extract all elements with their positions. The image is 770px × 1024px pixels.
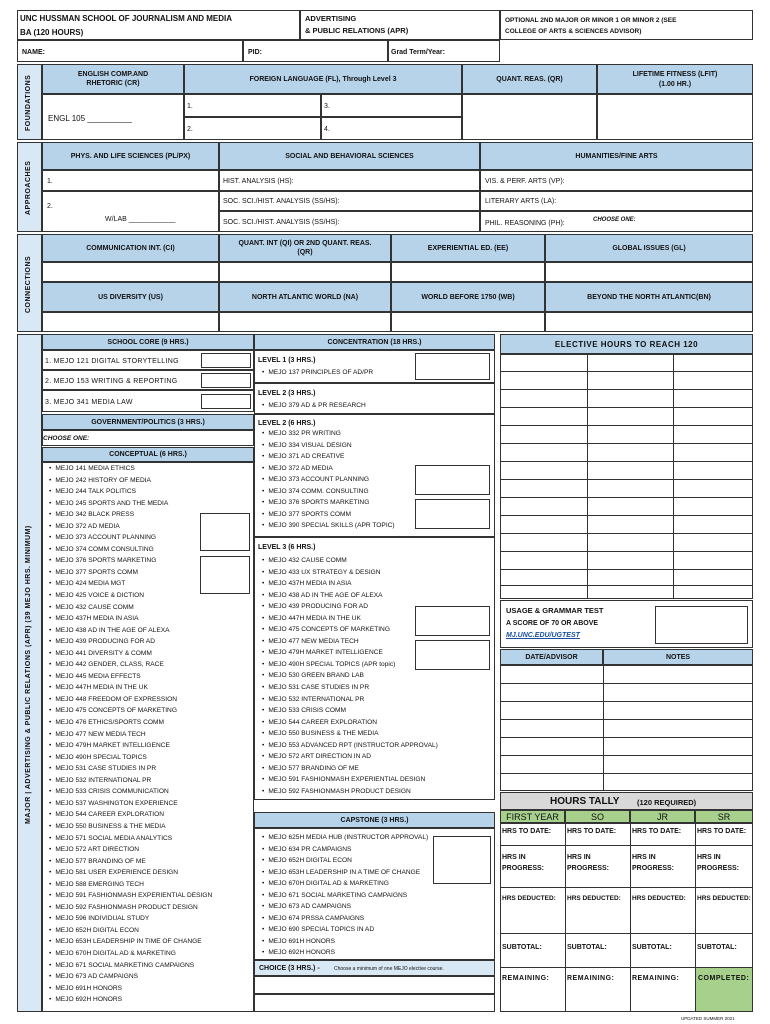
- list-item: • MEJO 592 FASHIONMASH PRODUCT DESIGN: [49, 902, 212, 914]
- connections-label: CONNECTIONS: [25, 255, 32, 313]
- foundations-side: [17, 64, 42, 140]
- list-item: • MEJO 671 SOCIAL MARKETING CAMPAIGNS: [262, 890, 428, 902]
- deducted-jr: HRS DEDUCTED:: [632, 895, 686, 902]
- conn-gl-value[interactable]: [545, 262, 753, 282]
- level2b-block: LEVEL 2 (6 HRS.): [254, 414, 495, 537]
- degree-hours: BA (120 HOURS): [20, 28, 84, 37]
- notes-header: NOTES: [603, 649, 753, 665]
- conn-wb-value[interactable]: [391, 312, 545, 332]
- fitness-value[interactable]: [597, 94, 753, 140]
- list-item: • MEJO 544 CAREER EXPLORATION: [262, 717, 438, 729]
- list-item: • MEJO 441 DIVERSITY & COMM: [49, 648, 212, 660]
- list-item: • MEJO 433 UX STRATEGY & DESIGN: [262, 567, 438, 579]
- major-title-2: & PUBLIC RELATIONS (APR): [305, 26, 409, 35]
- conceptual-write-box-1[interactable]: [200, 513, 250, 551]
- conn-na-value[interactable]: [219, 312, 391, 332]
- foundations-label: FOUNDATIONS: [25, 74, 32, 132]
- usage-test-link[interactable]: MJ.UNC.EDU/UGTEST: [506, 632, 580, 639]
- list-item: • MEJO 448 FREEDOM OF EXPRESSION: [49, 694, 212, 706]
- choose-one-note: CHOOSE ONE:: [593, 217, 636, 223]
- level2a-block: LEVEL 2 (3 HRS.): [254, 383, 495, 414]
- remaining-jr: REMAINING:: [632, 975, 680, 982]
- conceptual-header: CONCEPTUAL (6 HRS.): [42, 447, 254, 462]
- social-1[interactable]: HIST. ANALYSIS (HS):: [219, 170, 480, 191]
- social-header: SOCIAL AND BEHAVIORAL SCIENCES: [219, 142, 480, 170]
- list-item: • MEJO 531 CASE STUDIES IN PR: [49, 763, 212, 775]
- core-box-2[interactable]: [201, 373, 251, 388]
- list-item: • MEJO 141 MEDIA ETHICS: [49, 463, 212, 475]
- list-item: • MEJO 670H DIGITAL AD & MARKETING: [262, 878, 428, 890]
- conn-bn-value[interactable]: [545, 312, 753, 332]
- list-item: • MEJO 592 FASHIONMASH PRODUCT DESIGN: [262, 786, 438, 798]
- name-field[interactable]: [17, 40, 243, 62]
- list-item: • MEJO 447H MEDIA IN THE UK: [262, 613, 438, 625]
- list-item: • MEJO 475 CONCEPTS OF MARKETING: [49, 705, 212, 717]
- social-2[interactable]: SOC. SCI./HIST. ANALYSIS (SS/HS):: [219, 191, 480, 211]
- level2b-list: [262, 428, 395, 532]
- list-item: • MEJO 691H HONORS: [49, 983, 212, 995]
- list-item: • MEJO 544 CAREER EXPLORATION: [49, 809, 212, 821]
- optional-major-2: COLLEGE OF ARTS & SCIENCES ADVISOR): [505, 28, 642, 35]
- in-progress-first-2: PROGRESS:: [502, 865, 545, 872]
- list-item: • MEJO 550 BUSINESS & THE MEDIA: [49, 821, 212, 833]
- list-item: • MEJO 537 WASHINGTON EXPERIENCE: [49, 798, 212, 810]
- conn-gl-header: GLOBAL ISSUES (GL): [545, 234, 753, 262]
- list-item: • MEJO 581 USER EXPERIENCE DESIGN: [49, 867, 212, 879]
- school-name: UNC HUSSMAN SCHOOL OF JOURNALISM AND MEDIA: [20, 14, 233, 23]
- choice-row-1[interactable]: [254, 976, 495, 994]
- school-core-header: SCHOOL CORE (9 HRS.): [42, 334, 254, 350]
- list-item: • MEJO 572 ART DIRECTION: [49, 844, 212, 856]
- list-item: • MEJO 377 SPORTS COMM: [262, 509, 395, 521]
- list-item: • MEJO 432 CAUSE COMM: [262, 555, 438, 567]
- usage-grammar-box: USAGE & GRAMMAR TEST A SCORE OF 70 OR ABOVE MJ.UNC.EDU/UGTEST: [500, 600, 753, 648]
- list-item: • MEJO 371 AD CREATIVE: [262, 451, 395, 463]
- level1-write-box[interactable]: [415, 353, 490, 380]
- conn-qi-header: QUANT. INT (QI) OR 2ND QUANT. REAS. (QR): [219, 234, 391, 262]
- approaches-label: APPROACHES: [25, 160, 32, 216]
- fl-2[interactable]: 2.: [184, 117, 321, 140]
- list-item: • MEJO 137 PRINCIPLES OF AD/PR: [262, 367, 373, 379]
- conceptual-list: [49, 463, 212, 1006]
- level2a-list: [262, 400, 366, 412]
- date-advisor-header: DATE/ADVISOR: [500, 649, 603, 665]
- list-item: • MEJO 477 NEW MEDIA TECH: [262, 636, 438, 648]
- list-item: • MEJO 671 SOCIAL MARKETING CAMPAIGNS: [49, 960, 212, 972]
- list-item: • MEJO 439 PRODUCING FOR AD: [49, 636, 212, 648]
- elective-header: ELECTIVE HOURS TO REACH 120: [500, 334, 753, 354]
- quant-reasoning-value[interactable]: [462, 94, 597, 140]
- list-item: • MEJO 477 NEW MEDIA TECH: [49, 729, 212, 741]
- capstone-list: [262, 832, 428, 959]
- major-title-1: ADVERTISING: [305, 14, 357, 23]
- list-item: • MEJO 342 BLACK PRESS: [49, 509, 212, 521]
- core-row-2[interactable]: 2. MEJO 153 WRITING & REPORTING: [42, 370, 254, 390]
- list-item: • MEJO 372 AD MEDIA: [49, 521, 212, 533]
- list-item: • MEJO 332 PR WRITING: [262, 428, 395, 440]
- in-progress-jr-1: HRS IN: [632, 854, 656, 861]
- level3-block: LEVEL 3 (6 HRS.): [254, 537, 495, 800]
- list-item: • MEJO 572 ART DIRECTION IN AD: [262, 751, 438, 763]
- list-item: • MEJO 690 SPECIAL TOPICS IN AD: [262, 924, 428, 936]
- list-item: • MEJO 533 CRISIS COMMUNICATION: [49, 786, 212, 798]
- list-item: • MEJO 550 BUSINESS & THE MEDIA: [262, 728, 438, 740]
- conn-ci-value[interactable]: [42, 262, 219, 282]
- list-item: • MEJO 447H MEDIA IN THE UK: [49, 682, 212, 694]
- list-item: • MEJO 571 SOCIAL MEDIA ANALYTICS: [49, 833, 212, 845]
- list-item: • MEJO 670H DIGITAL AD & MARKETING: [49, 948, 212, 960]
- list-item: • MEJO 438 AD IN THE AGE OF ALEXA: [262, 590, 438, 602]
- capstone-write-box[interactable]: [433, 836, 491, 884]
- concentration-header: CONCENTRATION (18 HRS.): [254, 334, 495, 350]
- fl-3[interactable]: 3.: [321, 94, 462, 117]
- list-item: • MEJO 591 FASHIONMASH EXPERIENTIAL DESIGN: [49, 890, 212, 902]
- list-item: • MEJO 374 COMM CONSULTING: [49, 544, 212, 556]
- header-optional-cell: [500, 10, 753, 40]
- level1-list: [262, 367, 373, 379]
- list-item: • MEJO 531 CASE STUDIES IN PR: [262, 682, 438, 694]
- list-item: • MEJO 424 MEDIA MGT: [49, 578, 212, 590]
- conn-us-value[interactable]: [42, 312, 219, 332]
- list-item: • MEJO 437H MEDIA IN ASIA: [262, 578, 438, 590]
- in-progress-sr-2: PROGRESS:: [697, 865, 740, 872]
- conn-na-header: NORTH ATLANTIC WORLD (NA): [219, 282, 391, 312]
- list-item: • MEJO 438 AD IN THE AGE OF ALEXA: [49, 625, 212, 637]
- gov-header: GOVERNMENT/POLITICS (3 HRS.): [42, 414, 254, 430]
- list-item: • MEJO 379 AD & PR RESEARCH: [262, 400, 366, 412]
- to-date-first: HRS TO DATE:: [502, 828, 552, 835]
- social-3[interactable]: SOC. SCI./HIST. ANALYSIS (SS/HS):: [219, 211, 480, 232]
- core-box-3[interactable]: [201, 394, 251, 409]
- humanities-header: HUMANITIES/FINE ARTS: [480, 142, 753, 170]
- level3-write-box-1[interactable]: [415, 606, 490, 636]
- conn-ee-value[interactable]: [391, 262, 545, 282]
- choice-header: CHOICE (3 HRS.) - Choose a minimum of one MEJO elective course.: [254, 960, 495, 976]
- choice-row-2[interactable]: [254, 994, 495, 1012]
- updated-footer: UPDATED SUMMER 2021: [681, 1016, 735, 1021]
- subtotal-first: SUBTOTAL:: [502, 944, 542, 951]
- foreign-language-header: FOREIGN LANGUAGE (FL), Through Level 3: [184, 64, 462, 94]
- in-progress-jr-2: PROGRESS:: [632, 865, 675, 872]
- list-item: • MEJO 376 SPORTS MARKETING: [49, 555, 212, 567]
- header-school-cell: [17, 10, 300, 40]
- gov-choice-row[interactable]: CHOOSE ONE:: [42, 430, 254, 446]
- conn-ci-header: COMMUNICATION INT. (CI): [42, 234, 219, 262]
- deducted-first: HRS DEDUCTED:: [502, 895, 556, 902]
- conn-bn-header: BEYOND THE NORTH ATLANTIC(BN): [545, 282, 753, 312]
- list-item: • MEJO 334 VISUAL DESIGN: [262, 440, 395, 452]
- year-jr: JR: [630, 810, 695, 823]
- optional-major-1: OPTIONAL 2ND MAJOR OR MINOR 1 OR MINOR 2 (SEE: [505, 17, 677, 24]
- header-major-cell: [300, 10, 500, 40]
- list-item: • MEJO 652H DIGITAL ECON: [262, 855, 428, 867]
- list-item: • MEJO 432 CAUSE COMM: [49, 602, 212, 614]
- subtotal-so: SUBTOTAL:: [567, 944, 607, 951]
- core-row-3[interactable]: 3. MEJO 341 MEDIA LAW: [42, 390, 254, 412]
- list-item: • MEJO 692H HONORS: [262, 947, 428, 959]
- list-item: • MEJO 673 AD CAMPAIGNS: [49, 971, 212, 983]
- list-item: • MEJO 530 GREEN BRAND LAB: [262, 670, 438, 682]
- year-so: SO: [565, 810, 630, 823]
- lab-label: W/LAB ____________: [105, 216, 176, 223]
- list-item: • MEJO 373 ACCOUNT PLANNING: [49, 532, 212, 544]
- connections-side: [17, 234, 42, 332]
- conn-qi-value[interactable]: [219, 262, 391, 282]
- list-item: • MEJO 553 ADVANCED RPT (INSTRUCTOR APPROVAL): [262, 740, 438, 752]
- conn-ee-header: EXPERIENTIAL ED. (EE): [391, 234, 545, 262]
- list-item: • MEJO 490H SPECIAL TOPICS: [49, 752, 212, 764]
- list-item: • MEJO 653H LEADERSHIP IN A TIME OF CHANGE: [262, 867, 428, 879]
- conceptual-write-box-2[interactable]: [200, 556, 250, 594]
- list-item: • MEJO 634 PR CAMPAIGNS: [262, 844, 428, 856]
- fl-1[interactable]: 1.: [184, 94, 321, 117]
- to-date-sr: HRS TO DATE:: [697, 828, 747, 835]
- list-item: • MEJO 377 SPORTS COMM: [49, 567, 212, 579]
- list-item: • MEJO 439 PRODUCING FOR AD: [262, 601, 438, 613]
- major-side: [17, 334, 42, 1012]
- list-item: • MEJO 591 FASHIONMASH EXPERIENTIAL DESIGN: [262, 774, 438, 786]
- list-item: • MEJO 588 EMERGING TECH: [49, 879, 212, 891]
- list-item: • MEJO 652H DIGITAL ECON: [49, 925, 212, 937]
- list-item: • MEJO 532 INTERNATIONAL PR: [262, 694, 438, 706]
- pid-field[interactable]: [243, 40, 388, 62]
- list-item: • MEJO 442 GENDER, CLASS, RACE: [49, 659, 212, 671]
- level3-write-box-2[interactable]: [415, 640, 490, 670]
- phys-2[interactable]: 2. W/LAB ____________: [42, 191, 219, 232]
- list-item: • MEJO 242 HISTORY OF MEDIA: [49, 475, 212, 487]
- year-first: FIRST YEAR: [500, 810, 565, 823]
- list-item: • MEJO 596 INDIVIDUAL STUDY: [49, 913, 212, 925]
- hum-3[interactable]: PHIL. REASONING (PH): CHOOSE ONE:: [480, 211, 753, 232]
- hum-1[interactable]: VIS. & PERF. ARTS (VP):: [480, 170, 753, 191]
- list-item: • MEJO 674 PRSSA CAMPAIGNS: [262, 913, 428, 925]
- list-item: • MEJO 373 ACCOUNT PLANNING: [262, 474, 395, 486]
- list-item: • MEJO 653H LEADERSHIP IN TIME OF CHANGE: [49, 936, 212, 948]
- list-item: • MEJO 476 ETHICS/SPORTS COMM: [49, 717, 212, 729]
- list-item: • MEJO 490H SPECIAL TOPICS (APR topic): [262, 659, 438, 671]
- level1-block: LEVEL 1 (3 HRS.): [254, 350, 495, 383]
- hum-2[interactable]: LITERARY ARTS (LA):: [480, 191, 753, 211]
- in-progress-so-2: PROGRESS:: [567, 865, 610, 872]
- list-item: • MEJO 376 SPORTS MARKETING: [262, 497, 395, 509]
- name-label: NAME:: [22, 49, 45, 56]
- usage-score-box[interactable]: [655, 606, 748, 644]
- subtotal-sr: SUBTOTAL:: [697, 944, 737, 951]
- phys-1[interactable]: 1.: [42, 170, 219, 191]
- grad-label: Grad Term/Year:: [391, 49, 445, 56]
- list-item: • MEJO 692H HONORS: [49, 994, 212, 1006]
- remaining-first: REMAINING:: [502, 975, 550, 982]
- list-item: • MEJO 625H MEDIA HUB (INSTRUCTOR APPROVAL): [262, 832, 428, 844]
- list-item: • MEJO 425 VOICE & DICTION: [49, 590, 212, 602]
- capstone-header: CAPSTONE (3 HRS.): [254, 812, 495, 828]
- list-item: • MEJO 479H MARKET INTELLIGENCE: [49, 740, 212, 752]
- pid-label: PID:: [248, 49, 262, 56]
- list-item: • MEJO 532 INTERNATIONAL PR: [49, 775, 212, 787]
- level2b-write-box-1[interactable]: [415, 465, 490, 495]
- deducted-so: HRS DEDUCTED:: [567, 895, 621, 902]
- subtotal-jr: SUBTOTAL:: [632, 944, 672, 951]
- in-progress-sr-1: HRS IN: [697, 854, 721, 861]
- list-item: • MEJO 577 BRANDING OF ME: [49, 856, 212, 868]
- lifetime-fitness-header: LIFETIME FITNESS (LFIT) (1.00 HR.): [597, 64, 753, 94]
- level2b-write-box-2[interactable]: [415, 499, 490, 529]
- grad-field[interactable]: [388, 40, 500, 62]
- list-item: • MEJO 673 AD CAMPAIGNS: [262, 901, 428, 913]
- to-date-jr: HRS TO DATE:: [632, 828, 682, 835]
- completed-cell[interactable]: COMPLETED:: [695, 967, 753, 1012]
- conn-us-header: US DIVERSITY (US): [42, 282, 219, 312]
- english-value-cell[interactable]: [42, 94, 184, 140]
- core-box-1[interactable]: [201, 353, 251, 368]
- to-date-so: HRS TO DATE:: [567, 828, 617, 835]
- conn-wb-header: WORLD BEFORE 1750 (WB): [391, 282, 545, 312]
- list-item: • MEJO 244 TALK POLITICS: [49, 486, 212, 498]
- list-item: • MEJO 437H MEDIA IN ASIA: [49, 613, 212, 625]
- list-item: • MEJO 445 MEDIA EFFECTS: [49, 671, 212, 683]
- english-header: ENGLISH COMP.AND RHETORIC (CR): [42, 64, 184, 94]
- remaining-so: REMAINING:: [567, 975, 615, 982]
- list-item: • MEJO 577 BRANDING OF ME: [262, 763, 438, 775]
- hours-tally-header: HOURS TALLY (120 REQUIRED): [500, 792, 753, 810]
- list-item: • MEJO 479H MARKET INTELLIGENCE: [262, 647, 438, 659]
- list-item: • MEJO 390 SPECIAL SKILLS (APR TOPIC): [262, 520, 395, 532]
- list-item: • MEJO 372 AD MEDIA: [262, 463, 395, 475]
- level3-list: [262, 555, 438, 797]
- fl-4[interactable]: 4.: [321, 117, 462, 140]
- list-item: • MEJO 245 SPORTS AND THE MEDIA: [49, 498, 212, 510]
- list-item: • MEJO 533 CRISIS COMM: [262, 705, 438, 717]
- major-label: MAJOR | ADVERTISING & PUBLIC RELATIONS (APR) (39 MEJO HRS. MINIMUM): [25, 525, 32, 825]
- deducted-sr: HRS DEDUCTED:: [697, 895, 751, 902]
- elective-grid[interactable]: [500, 354, 753, 599]
- year-sr: SR: [695, 810, 753, 823]
- list-item: • MEJO 475 CONCEPTS OF MARKETING: [262, 624, 438, 636]
- quant-reasoning-header: QUANT. REAS. (QR): [462, 64, 597, 94]
- in-progress-first-1: HRS IN: [502, 854, 526, 861]
- english-value: ENGL 105 __________: [48, 114, 132, 123]
- in-progress-so-1: HRS IN: [567, 854, 591, 861]
- approaches-side: [17, 142, 42, 232]
- core-row-1[interactable]: 1. MEJO 121 DIGITAL STORYTELLING: [42, 350, 254, 370]
- list-item: • MEJO 374 COMM. CONSULTING: [262, 486, 395, 498]
- phys-header: PHYS. AND LIFE SCIENCES (PL/PX): [42, 142, 219, 170]
- list-item: • MEJO 691H HONORS: [262, 936, 428, 948]
